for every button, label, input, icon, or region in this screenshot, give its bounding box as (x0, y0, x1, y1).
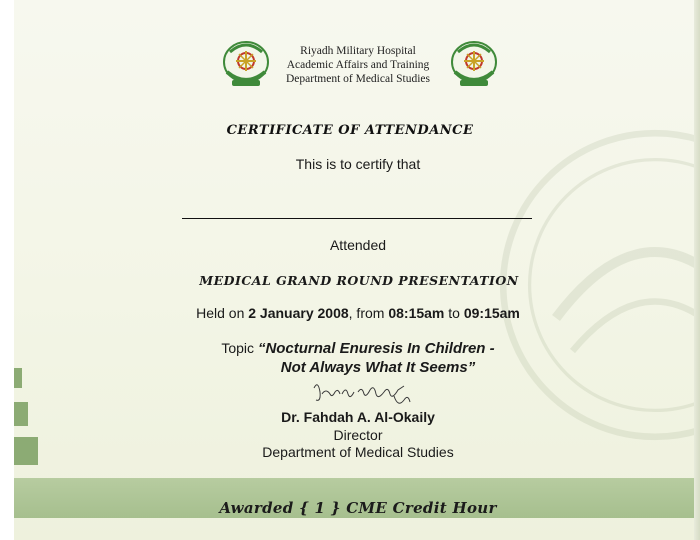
held-start-time: 08:15am (388, 305, 445, 321)
hospital-name: Riyadh Military Hospital (300, 45, 416, 57)
signatory-department: Department of Medical Studies (262, 444, 454, 460)
award-text: Awarded { 1 } CME Credit Hour (219, 499, 497, 517)
held-date: 2 January 2008 (248, 305, 349, 321)
page-edge (694, 0, 700, 540)
military-emblem-icon (446, 36, 502, 92)
recipient-name-line (182, 218, 532, 219)
held-from: , from (348, 305, 389, 321)
academic-affairs: Academic Affairs and Training (286, 59, 430, 71)
decorative-square (14, 368, 22, 388)
signatory-name: Dr. Fahdah A. Al-Okaily (281, 409, 435, 425)
topic-title-line1: “Nocturnal Enuresis In Children - (257, 340, 495, 357)
held-to: to (444, 305, 464, 321)
hospital-header (0, 36, 700, 106)
decorative-square (14, 402, 28, 426)
held-on-line (0, 305, 700, 321)
certificate-title: CERTIFICATE OF ATTENDANCE (226, 123, 474, 138)
signatory-role: Director (333, 427, 383, 443)
held-prefix: Held on (196, 305, 249, 321)
topic-label: Topic (221, 340, 258, 356)
presentation-title: MEDICAL GRAND ROUND PRESENTATION (199, 273, 519, 288)
certify-text: This is to certify that (295, 156, 421, 172)
attended-text: Attended (329, 237, 387, 253)
topic-title-line2: Not Always What It Seems” (280, 359, 476, 376)
held-end-time: 09:15am (463, 305, 520, 321)
topic-block (0, 339, 700, 377)
decorative-square (14, 437, 38, 465)
military-emblem-icon (218, 36, 274, 92)
signature-icon (308, 378, 418, 412)
hospital-name-block (272, 44, 444, 86)
department-name: Department of Medical Studies (285, 73, 431, 85)
